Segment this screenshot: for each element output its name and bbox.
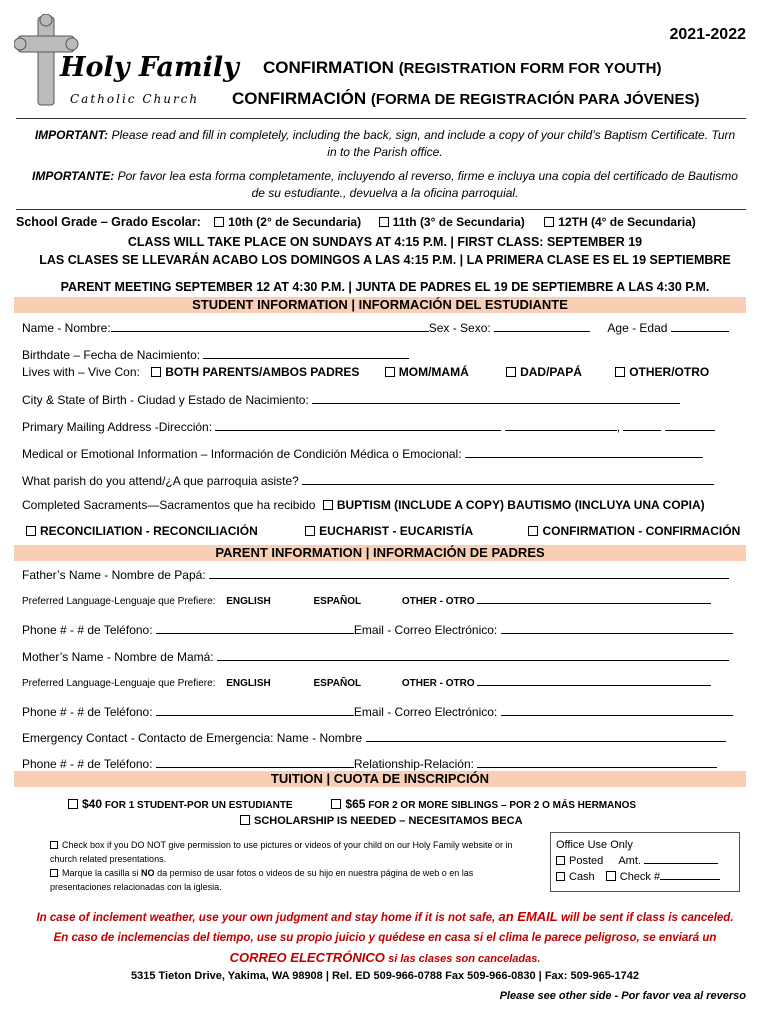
mother-lang-english[interactable]: ENGLISH xyxy=(226,678,271,689)
tuition-one-checkbox[interactable]: $40 FOR 1 STUDENT-POR UN ESTUDIANTE xyxy=(68,800,293,811)
photo-permission-checkbox[interactable] xyxy=(50,841,58,849)
father-lang-other[interactable]: OTHER - OTRO xyxy=(401,596,475,607)
class-schedule-es: LAS CLASES SE LLEVARÁN ACABO LOS DOMINGOS A LAS 4:15 P.M. | LA PRIMERA CLASE ES EL 19 SEPTIEMBRE xyxy=(39,253,731,267)
mother-lang-spanish[interactable]: ESPAÑOL xyxy=(313,678,362,689)
address-state-field[interactable] xyxy=(623,419,661,431)
logo-name: Holy Family xyxy=(60,52,239,83)
birth-city-row: City & State of Birth - Ciudad y Estado de Nacimiento: xyxy=(22,392,746,407)
posted-checkbox[interactable] xyxy=(556,856,565,865)
lives-mom-checkbox[interactable]: MOM/MAMÁ xyxy=(385,365,469,379)
mother-phone-row: Phone # - # de Teléfono: Email - Correo Electrónico: xyxy=(22,704,746,719)
scholarship-checkbox[interactable]: SCHOLARSHIP IS NEEDED – NECESITAMOS BECA xyxy=(240,815,523,827)
photo-permission-en: Check box if you DO NOT give permission to use pictures or videos of your child on our Holy Family website or in church related presentations. xyxy=(50,840,513,864)
divider xyxy=(16,209,746,210)
emergency-row: Emergency Contact - Contacto de Emergencia: Name - Nombre xyxy=(22,730,746,745)
father-lang-english[interactable]: ENGLISH xyxy=(226,596,271,607)
lives-both-checkbox[interactable]: BOTH PARENTS/AMBOS PADRES xyxy=(151,365,359,379)
tuition-siblings-checkbox[interactable]: $65 FOR 2 OR MORE SIBLINGS – POR 2 O MÁS HERMANOS xyxy=(331,800,636,811)
parish-row: What parish do you attend/¿A que parroquia asiste? xyxy=(22,473,746,488)
father-phone-field[interactable] xyxy=(156,622,354,634)
office-title: Office Use Only xyxy=(556,839,633,851)
office-cash-row: Cash Check # xyxy=(556,869,734,885)
name-field[interactable] xyxy=(111,320,429,332)
parish-logo xyxy=(14,14,239,109)
important-note-es: IMPORTANTE: Por favor lea esta forma completamente, incluyendo al reverso, firme e incluya una copia del certificado de Bautismo de su estudiante., devuelva a la oficina parroquial. xyxy=(32,169,738,200)
birth-city-field[interactable] xyxy=(312,392,680,404)
parish-address: 5315 Tieton Drive, Yakima, WA 98908 | Rel. ED 509-966-0788 Fax 509-966-0830 | Fax: 509-965-1742 xyxy=(131,970,639,982)
sacraments-row-2 xyxy=(26,524,746,538)
sex-field[interactable] xyxy=(494,320,590,332)
office-posted-row: Posted Amt. xyxy=(556,853,734,869)
name-row: Name - Nombre: Sex - Sexo: Age - Edad xyxy=(22,320,746,335)
title-english: CONFIRMATION (REGISTRATION FORM FOR YOUTH) xyxy=(263,58,662,77)
mother-row: Mother’s Name - Nombre de Mamá: xyxy=(22,649,746,664)
mother-language-row: Preferred Language-Lenguaje que Prefiere: ENGLISH ESPAÑOL OTHER - OTRO xyxy=(22,676,746,689)
mother-lang-other[interactable]: OTHER - OTRO xyxy=(401,678,475,689)
parish-field[interactable] xyxy=(302,473,714,485)
father-email-field[interactable] xyxy=(501,622,733,634)
parent-meeting: PARENT MEETING SEPTEMBER 12 AT 4:30 P.M. | JUNTA DE PADRES EL 19 DE SEPTIEMBRE A LAS 4:30 P.M. xyxy=(60,280,710,294)
weather-note-en: In case of inclement weather, use your own judgment and stay home if it is not safe, an EMAIL will be sent if class is canceled. xyxy=(36,909,734,924)
grade-row: School Grade – Grado Escolar: 10th (2° de Secundaria) 11th (3° de Secundaria) 12TH (4° de Secundaria) xyxy=(16,215,696,229)
grade-10-checkbox[interactable]: 10th (2° de Secundaria) xyxy=(214,215,361,229)
emergency-phone-field[interactable] xyxy=(156,756,354,768)
see-other-side: Please see other side - Por favor vea al reverso xyxy=(499,990,746,1002)
office-use-box xyxy=(550,832,740,892)
father-phone-row: Phone # - # de Teléfono: Email - Correo Electrónico: xyxy=(22,622,746,637)
mother-phone-field[interactable] xyxy=(156,704,354,716)
class-schedule-en: CLASS WILL TAKE PLACE ON SUNDAYS AT 4:15 P.M. | FIRST CLASS: SEPTEMBER 19 xyxy=(127,235,643,249)
sacraments-row: Completed Sacraments—Sacramentos que ha recibido BUPTISM (INCLUDE A COPY) BAUTISMO (INCLUYA UNA COPIA) xyxy=(22,498,705,512)
lives-dad-checkbox[interactable]: DAD/PAPÁ xyxy=(506,365,582,379)
important-note-en: IMPORTANT: Please read and fill in completely, including the back, sign, and include a copy of your child’s Baptism Certificate. Turn in to the Parish office. xyxy=(34,128,736,159)
tuition-options-row xyxy=(68,797,746,811)
birthdate-field[interactable] xyxy=(203,347,409,359)
mother-lang-other-field[interactable] xyxy=(477,676,711,686)
cash-checkbox[interactable] xyxy=(556,872,565,881)
reconciliation-checkbox[interactable]: RECONCILIATION - RECONCILIACIÓN xyxy=(26,524,258,538)
father-name-field[interactable] xyxy=(209,567,729,579)
father-row: Father’s Name - Nombre de Papá: xyxy=(22,567,746,582)
check-number-field[interactable] xyxy=(660,870,720,880)
medical-field[interactable] xyxy=(465,446,703,458)
grade-11-checkbox[interactable]: 11th (3° de Secundaria) xyxy=(379,215,525,229)
lives-with-row: Lives with – Vive Con: BOTH PARENTS/AMBOS PADRES MOM/MAMÁ DAD/PAPÁ OTHER/OTRO xyxy=(22,365,710,379)
title-spanish: CONFIRMACIÓN (FORMA DE REGISTRACIÓN PARA JÓVENES) xyxy=(232,89,700,108)
grade-12-checkbox[interactable]: 12TH (4° de Secundaria) xyxy=(544,215,696,229)
photo-permission xyxy=(50,838,530,894)
eucharist-checkbox[interactable]: EUCHARIST - EUCARISTÍA xyxy=(305,524,473,538)
mother-email-field[interactable] xyxy=(501,704,733,716)
tuition-heading: TUITION | CUOTA DE INSCRIPCIÓN xyxy=(14,771,746,787)
parent-info-heading: PARENT INFORMATION | INFORMACIÓN DE PADRES xyxy=(14,545,746,561)
student-info-heading: STUDENT INFORMATION | INFORMACIÓN DEL ESTUDIANTE xyxy=(14,297,746,313)
logo-subtitle: Catholic Church xyxy=(70,92,200,106)
scholarship-row xyxy=(240,815,746,827)
father-lang-other-field[interactable] xyxy=(477,594,711,604)
baptism-checkbox[interactable]: BUPTISM (INCLUDE A COPY) BAUTISMO (INCLUYA UNA COPIA) xyxy=(323,498,705,512)
address-zip-field[interactable] xyxy=(665,419,715,431)
confirmation-checkbox[interactable]: CONFIRMATION - CONFIRMACIÓN xyxy=(528,524,740,538)
father-language-row: Preferred Language-Lenguaje que Prefiere: ENGLISH ESPAÑOL OTHER - OTRO xyxy=(22,594,746,607)
medical-row: Medical or Emotional Information – Información de Condición Médica o Emocional: xyxy=(22,446,746,461)
mother-name-field[interactable] xyxy=(217,649,729,661)
relationship-field[interactable] xyxy=(477,756,717,768)
divider xyxy=(16,118,746,119)
check-checkbox[interactable] xyxy=(606,871,616,881)
age-field[interactable] xyxy=(671,320,729,332)
emergency-name-field[interactable] xyxy=(366,730,726,742)
emergency-phone-row: Phone # - # de Teléfono: Relationship-Relación: xyxy=(22,756,746,771)
amount-field[interactable] xyxy=(644,854,718,864)
address-street-field[interactable] xyxy=(215,419,501,431)
school-year: 2021-2022 xyxy=(669,26,746,43)
address-row: Primary Mailing Address -Dirección: , xyxy=(22,419,746,434)
birthdate-row: Birthdate – Fecha de Nacimiento: xyxy=(22,347,746,362)
lives-other-checkbox[interactable]: OTHER/OTRO xyxy=(615,365,709,379)
father-lang-spanish[interactable]: ESPAÑOL xyxy=(313,596,362,607)
photo-permission-es-checkbox[interactable] xyxy=(50,869,58,877)
address-city-field[interactable] xyxy=(505,419,617,431)
photo-permission-es: Marque la casilla si NO da permiso de usar fotos o videos de su hijo en nuestra página de web o en las presentaciones relacionadas con la iglesia. xyxy=(50,868,474,892)
weather-note-es: En caso de inclemencias del tiempo, use su propio juicio y quédese en casa si el clima le parece peligroso, se enviará un CORREO ELECTRÓNICO si las clases son canceladas. xyxy=(53,932,717,965)
